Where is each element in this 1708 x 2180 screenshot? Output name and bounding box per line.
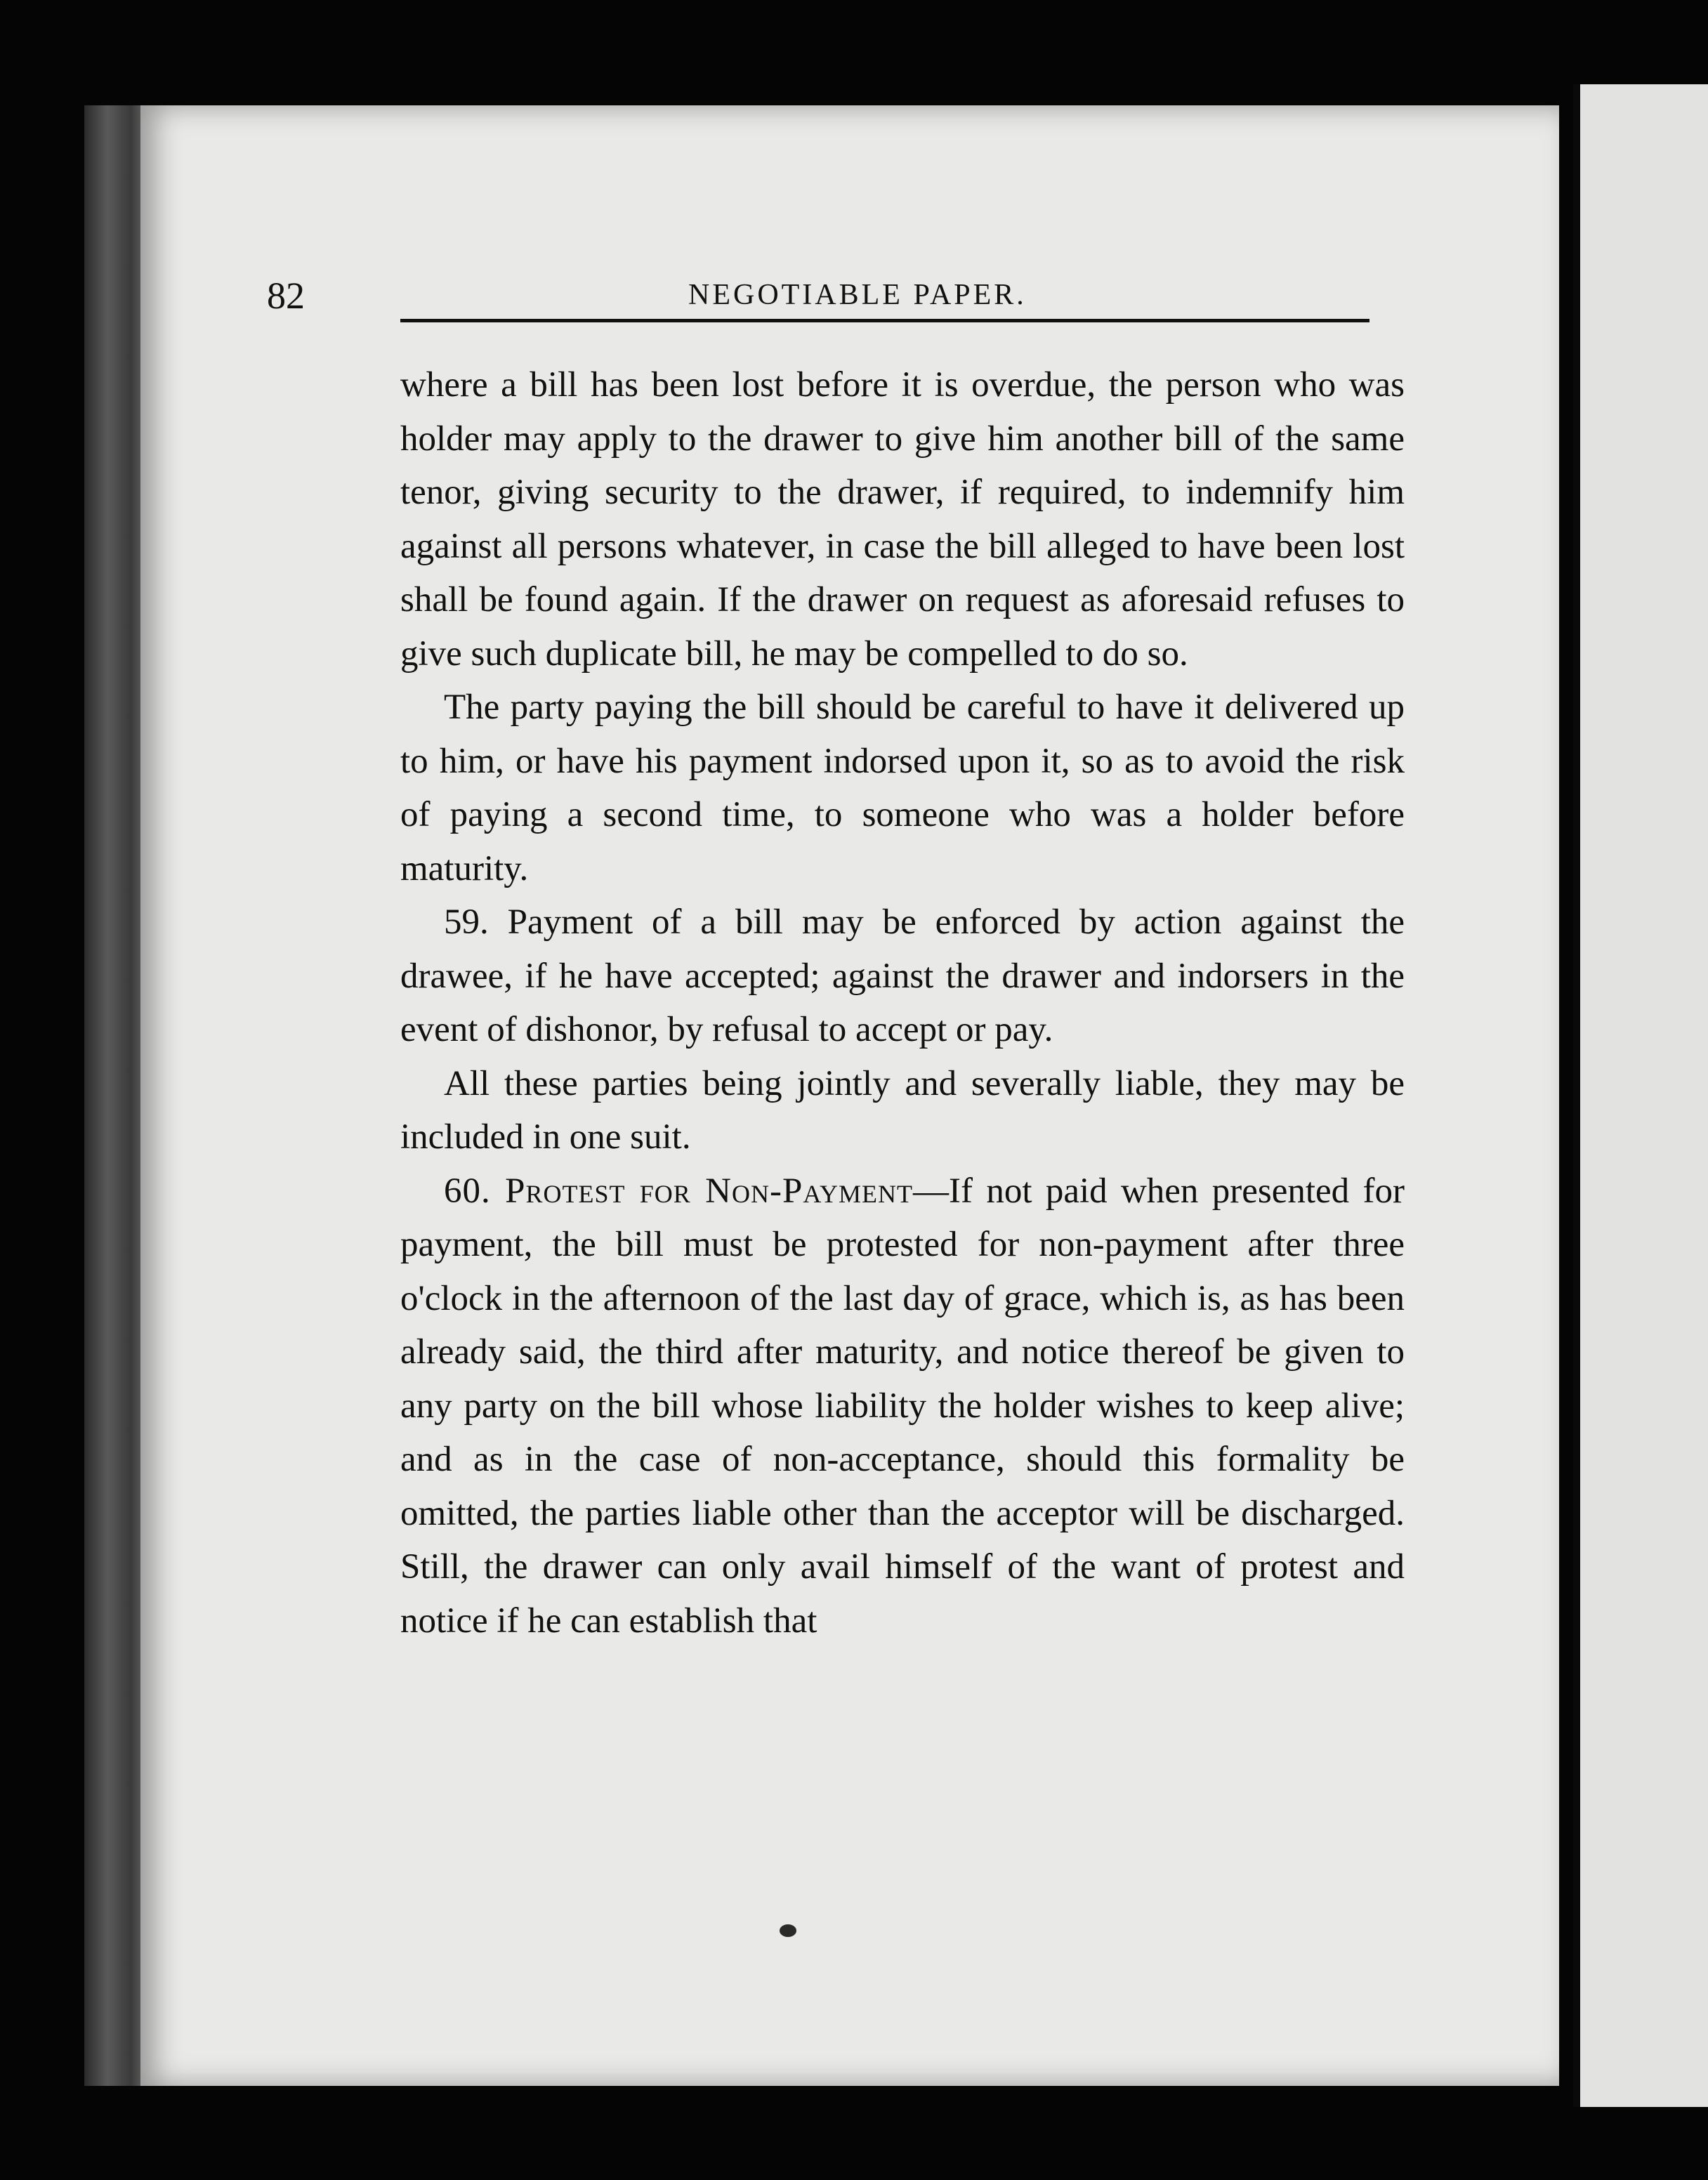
ink-smudge (780, 1924, 796, 1937)
paragraph-joint-liability: All these parties being jointly and severally liable, they may be included in one suit. (400, 1063, 1405, 1157)
header-rule (400, 319, 1369, 322)
page-number: 82 (267, 275, 305, 317)
section-heading-protest: 60. Protest for Non-Payment (444, 1171, 914, 1211)
body-text (400, 358, 1405, 1648)
paragraph-60 (400, 1164, 1405, 1648)
running-title: NEGOTIABLE PAPER. (688, 279, 1027, 311)
paragraph-60-text: —If not paid when presented for payment, the bill must be protested for non-payment after three o'clock in the afternoon of the last day of grace, which is, as has been already said, the third after maturity, and notice thereof be given to any party on the bill whose liability the holder wishes to keep alive; and as in the case of non-acceptance, should this formality be omitted, the parties liable other than the acceptor will be discharged. Still, the drawer can only avail himself of the want of protest and notice if he can establish that (400, 1171, 1405, 1641)
paragraph-59: 59. Payment of a bill may be enforced by action against the drawee, if he have accepted; against the drawer and indorsers in the event of dishonor, by refusal to accept or pay. (400, 902, 1405, 1049)
paragraph-party-paying: The party paying the bill should be careful to have it delivered up to him, or have his payment indorsed upon it, so as to avoid the risk of paying a second time, to someone who was a holder before maturity. (400, 688, 1405, 888)
right-page-edge (1573, 84, 1708, 2107)
paragraph-lost-bill: where a bill has been lost before it is overdue, the person who was holder may apply to the drawer to give him another bill of the same tenor, giving security to the drawer, if required, to indemnify him against all persons whatever, in case the bill alleged to have been lost shall be found again. If the drawer on request as aforesaid refuses to give such duplicate bill, he may be compelled to do so. (400, 365, 1405, 674)
